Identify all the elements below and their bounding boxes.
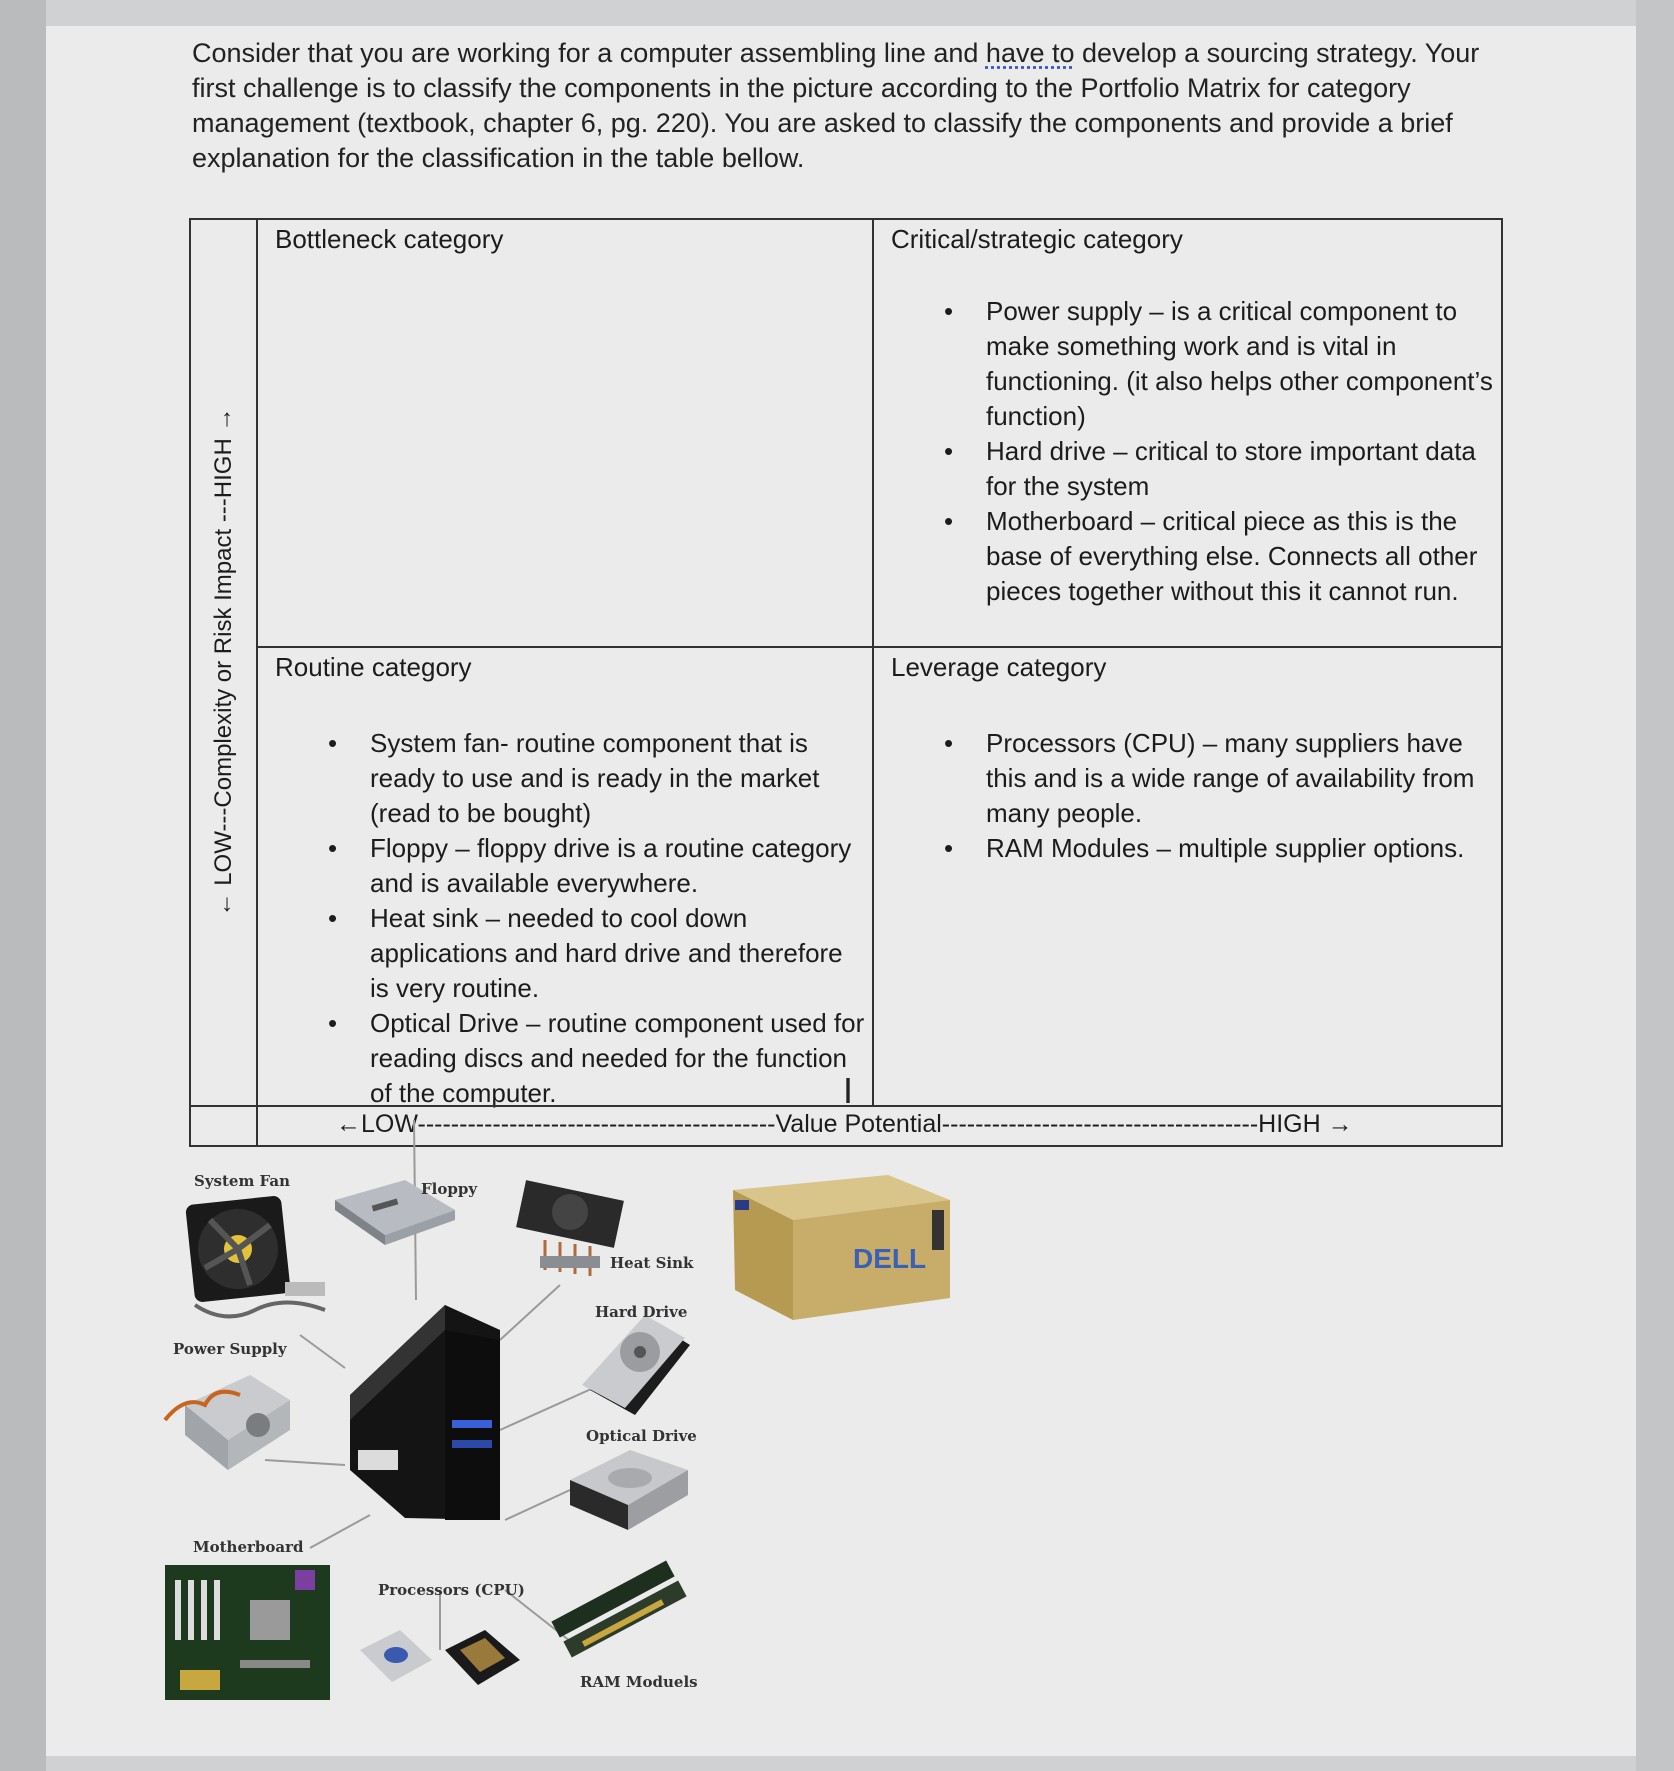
power-supply-label: Power Supply (173, 1340, 287, 1358)
list-item: • Power supply – is a critical component to make something work and is vital in functioning. (it also helps other component’s function) (934, 294, 1494, 434)
motherboard-label: Motherboard (193, 1538, 304, 1556)
hard-drive-icon (582, 1315, 690, 1415)
text-cursor-icon: I (843, 1070, 854, 1111)
heat-sink-label: Heat Sink (610, 1254, 694, 1272)
power-supply-icon (165, 1375, 290, 1470)
intro-paragraph: Consider that you are working for a computer assembling line and have to develop a sourcing strategy. Your first challenge is to classify the components in the picture according to the Portfolio Matrix for category management (textbook, chapter 6, pg. 220). You are asked to classify the components and provide a brief explanation for the classification in the table bellow. (192, 38, 1480, 173)
horizontal-axis-label: ←LOW-------------------------------------------Value Potential--------------------------------------HIGH → (336, 1110, 1353, 1138)
bottleneck-title: Bottleneck category (275, 224, 504, 254)
critical-title: Critical/strategic category (891, 224, 1183, 254)
routine-title: Routine category (275, 652, 472, 682)
list-item: • System fan- routine component that is ready to use and is ready in the market (read to be bought) (318, 726, 868, 831)
floppy-label: Floppy (421, 1180, 478, 1198)
system-fan-icon (185, 1195, 325, 1316)
optical-drive-icon (570, 1450, 688, 1530)
motherboard-icon (165, 1565, 330, 1700)
list-item: • Processors (CPU) – many suppliers have this and is a wide range of availability from many people. (934, 726, 1494, 831)
optical-drive-label: Optical Drive (586, 1427, 697, 1445)
dell-logo-text: DELL (853, 1243, 927, 1274)
heat-sink-icon (516, 1180, 624, 1276)
list-item: • Floppy – floppy drive is a routine category and is available everywhere. (318, 831, 868, 901)
list-item: • Heat sink – needed to cool down applications and hard drive and therefore is very routine. (318, 901, 868, 1006)
processors-label: Processors (CPU) (378, 1581, 525, 1599)
list-item: • Motherboard – critical piece as this is the base of everything else. Connects all other pieces together without this it cannot run. (934, 504, 1494, 609)
list-item: • Optical Drive – routine component used for reading discs and needed for the function of the computer. (318, 1006, 868, 1111)
ram-modules-icon (551, 1561, 686, 1658)
ram-label: RAM Moduels (580, 1673, 698, 1691)
vertical-axis-label: ← LOW---Complexity or Risk Impact ---HIGH → (210, 407, 237, 917)
system-fan-label: System Fan (194, 1172, 291, 1190)
pc-tower-icon (350, 1305, 500, 1520)
leverage-title: Leverage category (891, 652, 1107, 682)
list-item: • RAM Modules – multiple supplier options. (934, 831, 1494, 866)
hard-drive-label: Hard Drive (595, 1303, 688, 1321)
list-item: • Hard drive – critical to store important data for the system (934, 434, 1494, 504)
dell-box-icon (733, 1175, 950, 1320)
spellcheck-underlined-phrase: have to (985, 38, 1075, 68)
